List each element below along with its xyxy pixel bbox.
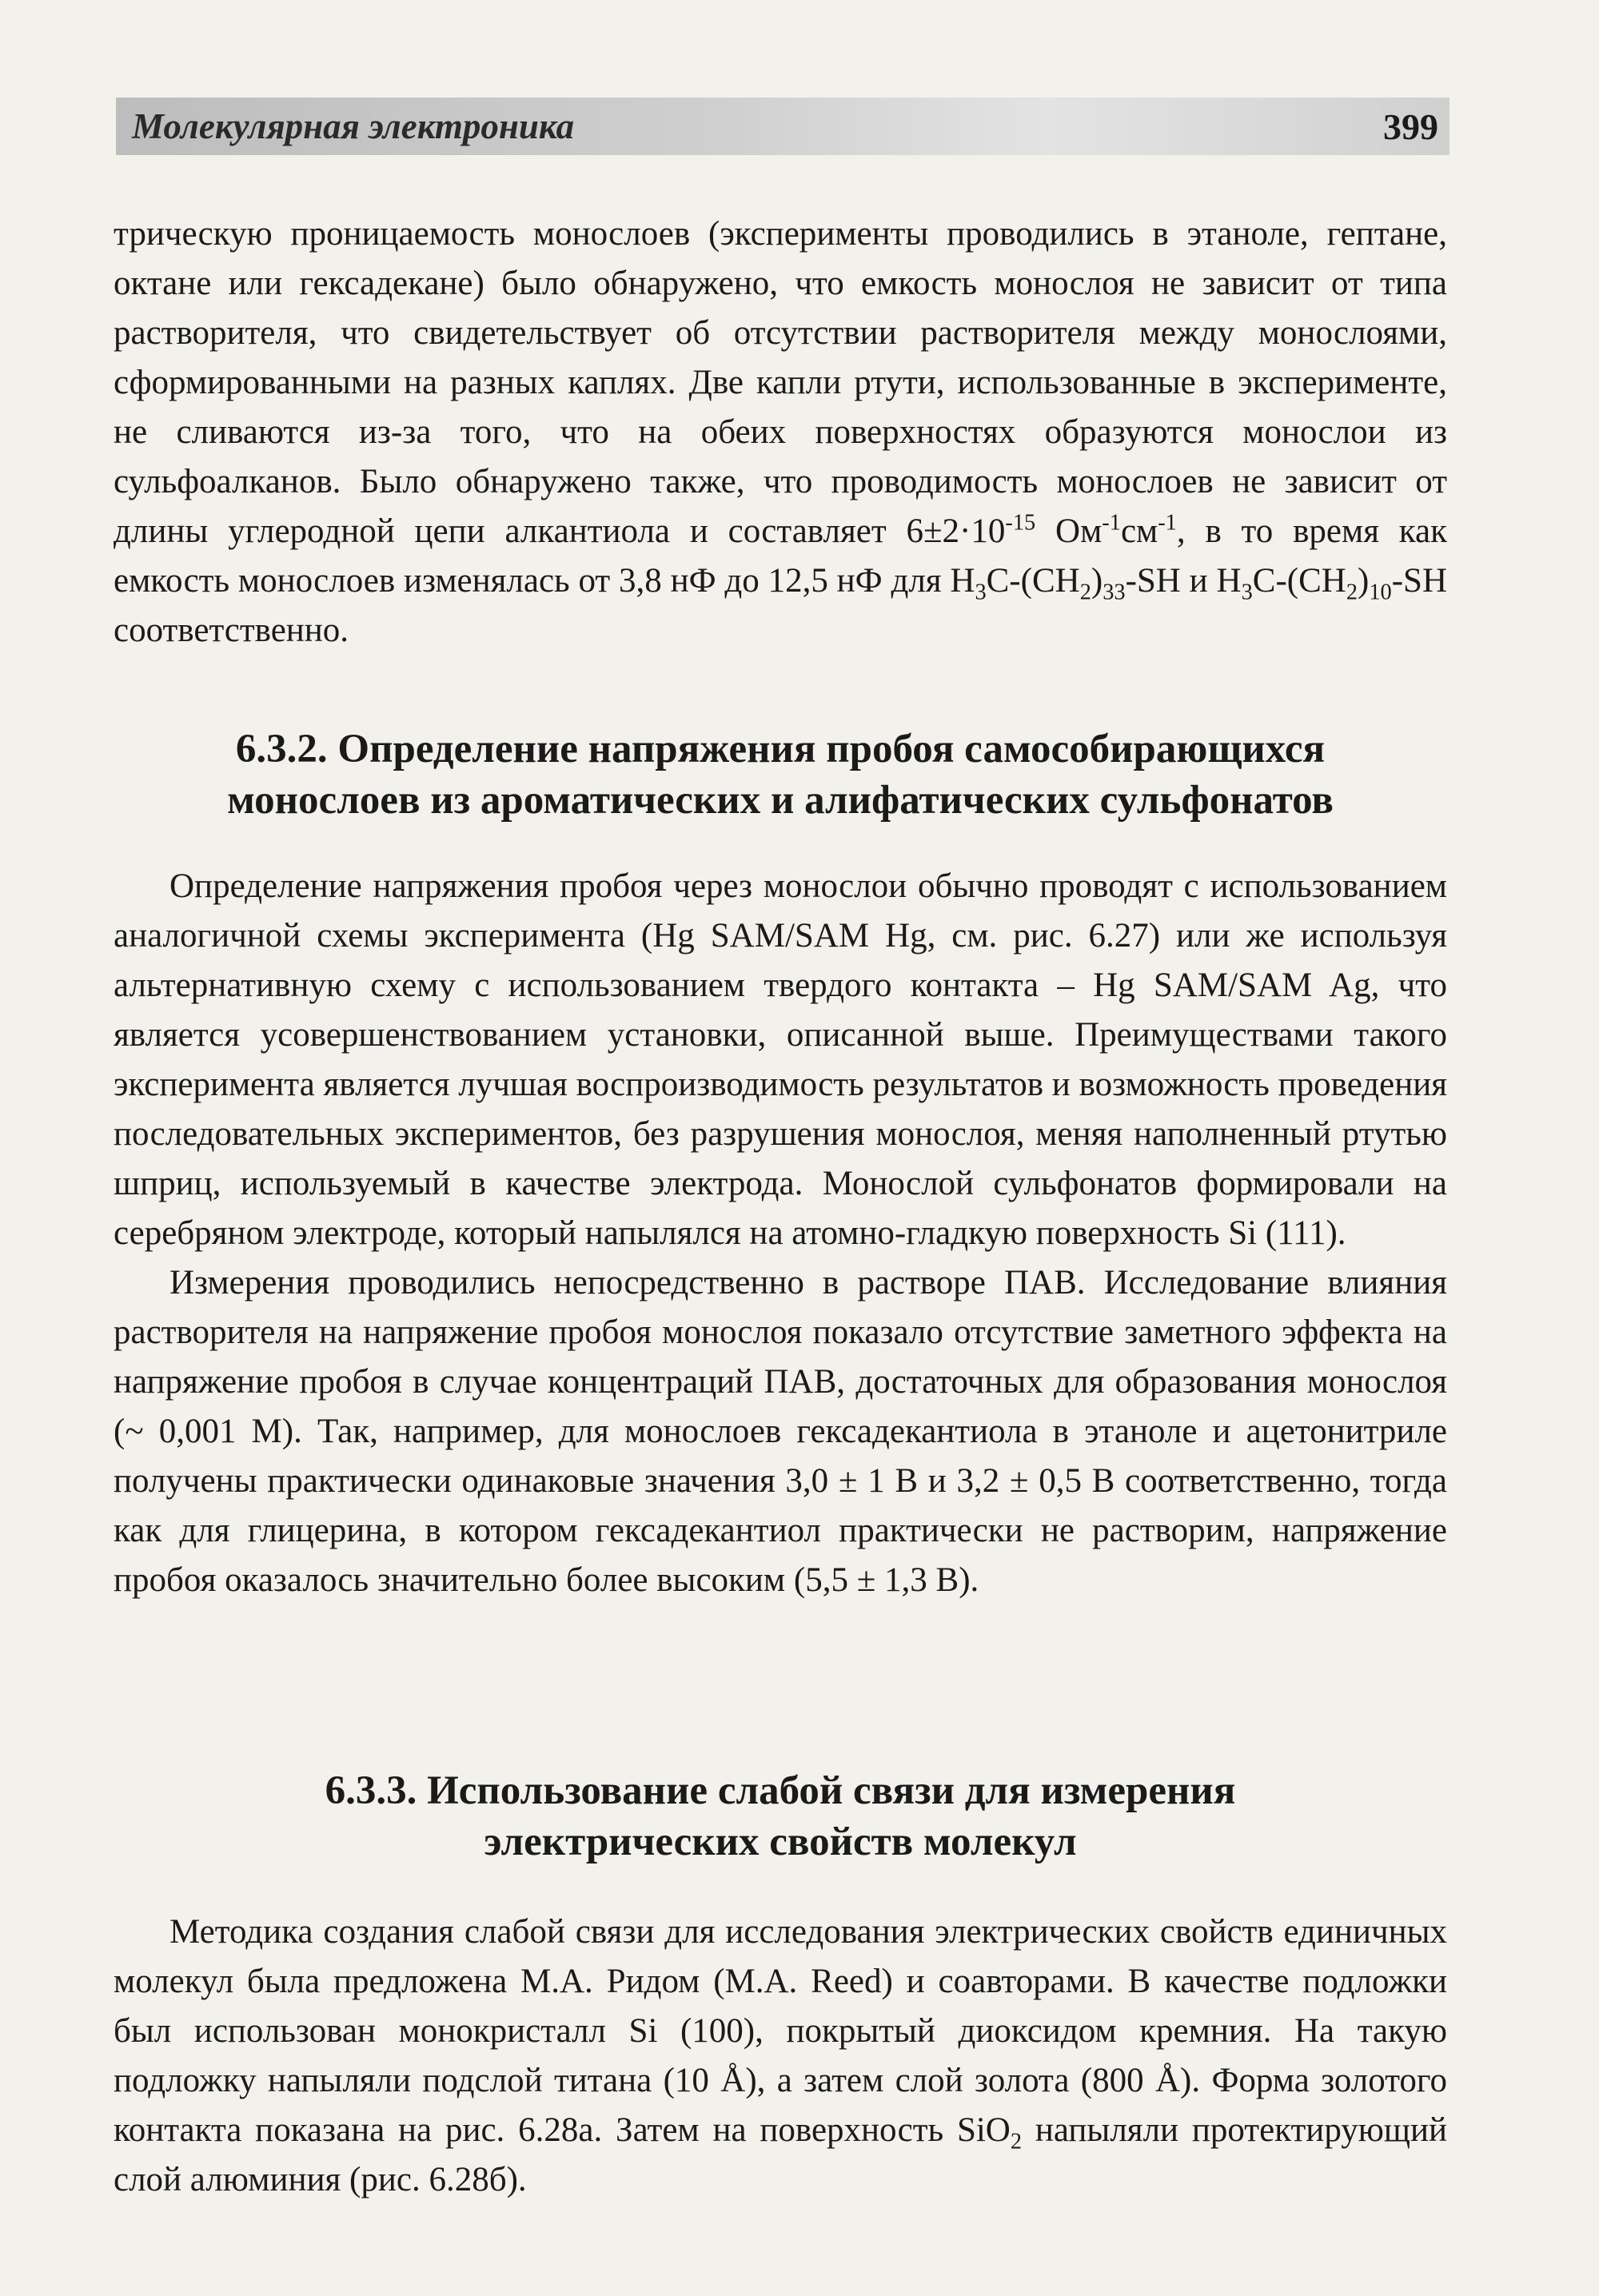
section-heading-line: 6.3.3. Использование слабой связи для измерения: [325, 1768, 1236, 1813]
paragraph: Измерения проводились непосредственно в растворе ПАВ. Исследование влияния растворителя на напряжение пробоя монослоя показало отсутствие заметного эффекта на напряжение пробоя в случае концентраций ПАВ, достаточных для образования монослоя (~ 0,001 М). Так, например, для монослоев гексадекантиола в этаноле и ацетонитриле получены практически одинаковые значения 3,0 ± 1 В и 3,2 ± 0,5 В соответственно, тогда как для глицерина, в котором гексадекантиол практически не растворим, напряжение пробоя оказалось значительно более высоким (5,5 ± 1,3 В).: [114, 1264, 1447, 1599]
intro-paragraph-block: [114, 209, 1447, 656]
running-header-title: Молекулярная электроника: [132, 106, 575, 146]
section-heading-line: электрических свойств молекул: [484, 1820, 1077, 1864]
section-heading-line: 6.3.2. Определение напряжения пробоя самособирающихся: [235, 727, 1326, 771]
paragraph: Определение напряжения пробоя через монослои обычно проводят с использованием аналогичной схемы эксперимента (Hg SAM/SAM Hg, см. рис. 6.27) или же используя альтернативную схему с использованием твердого контакта – Hg SAM/SAM Ag, что является усовершенствованием установки, описанной выше. Преимуществами такого эксперимента является лучшая воспроизводимость результатов и возможность проведения последовательных экспериментов, без разрушения монослоя, меняя наполненный ртутью шприц, используемый в качестве электрода. Монослой сульфонатов формировали на серебряном электроде, который напылялся на атомно-гладкую поверхность Si (111).: [114, 867, 1447, 1252]
intro-paragraph: трическую проницаемость монослоев (эксперименты проводились в этаноле, гептане, октане или гексадекане) было обнаружено, что емкость монослоя не зависит от типа растворителя, что свидетельствует об отсутствии растворителя между монослоями, сформированными на разных каплях. Две капли ртути, использованные в эксперименте, не сливаются из-за того, что на обеих поверхностях образуются монослои из сульфоалканов. Было обнаружено также, что проводимость монослоев не зависит от длины углеродной цепи алкантиола и составляет $6\pm 2\cdot 10^{-15}$ $Ом^{-1}см^{-1}$, в то время как емкость монослоев изменялась от 3,8 нФ до 12,5 нФ для $H_3C-(CH_2)_{33}-SH$ и $H_3C-(CH_2)_{10}-SH$ соответственно.: [114, 215, 1448, 649]
section-6-3-3-body: [114, 1907, 1447, 2205]
paragraph: Методика создания слабой связи для исследования электрических свойств единичных молекул была предложена М.А. Ридом (M.A. Reed) и соавторами. В качестве подложки был использован монокристалл Si (100), покрытый диоксидом кремния. На такую подложку напыляли подслой титана (10 Å), а затем слой золота (800 Å). Форма золотого контакта показана на рис. 6.28а. Затем на поверхность SiO$_2$ напыляли протектирующий слой алюминия (рис. 6.28б).: [114, 1913, 1448, 2198]
running-header: [116, 98, 1449, 155]
section-heading-6-3-3: [114, 1765, 1447, 1867]
section-6-3-2-body: [114, 862, 1447, 1605]
section-heading-6-3-2: [114, 723, 1447, 826]
page-number: 399: [1383, 106, 1438, 147]
section-heading-line: монослоев из ароматических и алифатических сульфонатов: [227, 778, 1334, 823]
